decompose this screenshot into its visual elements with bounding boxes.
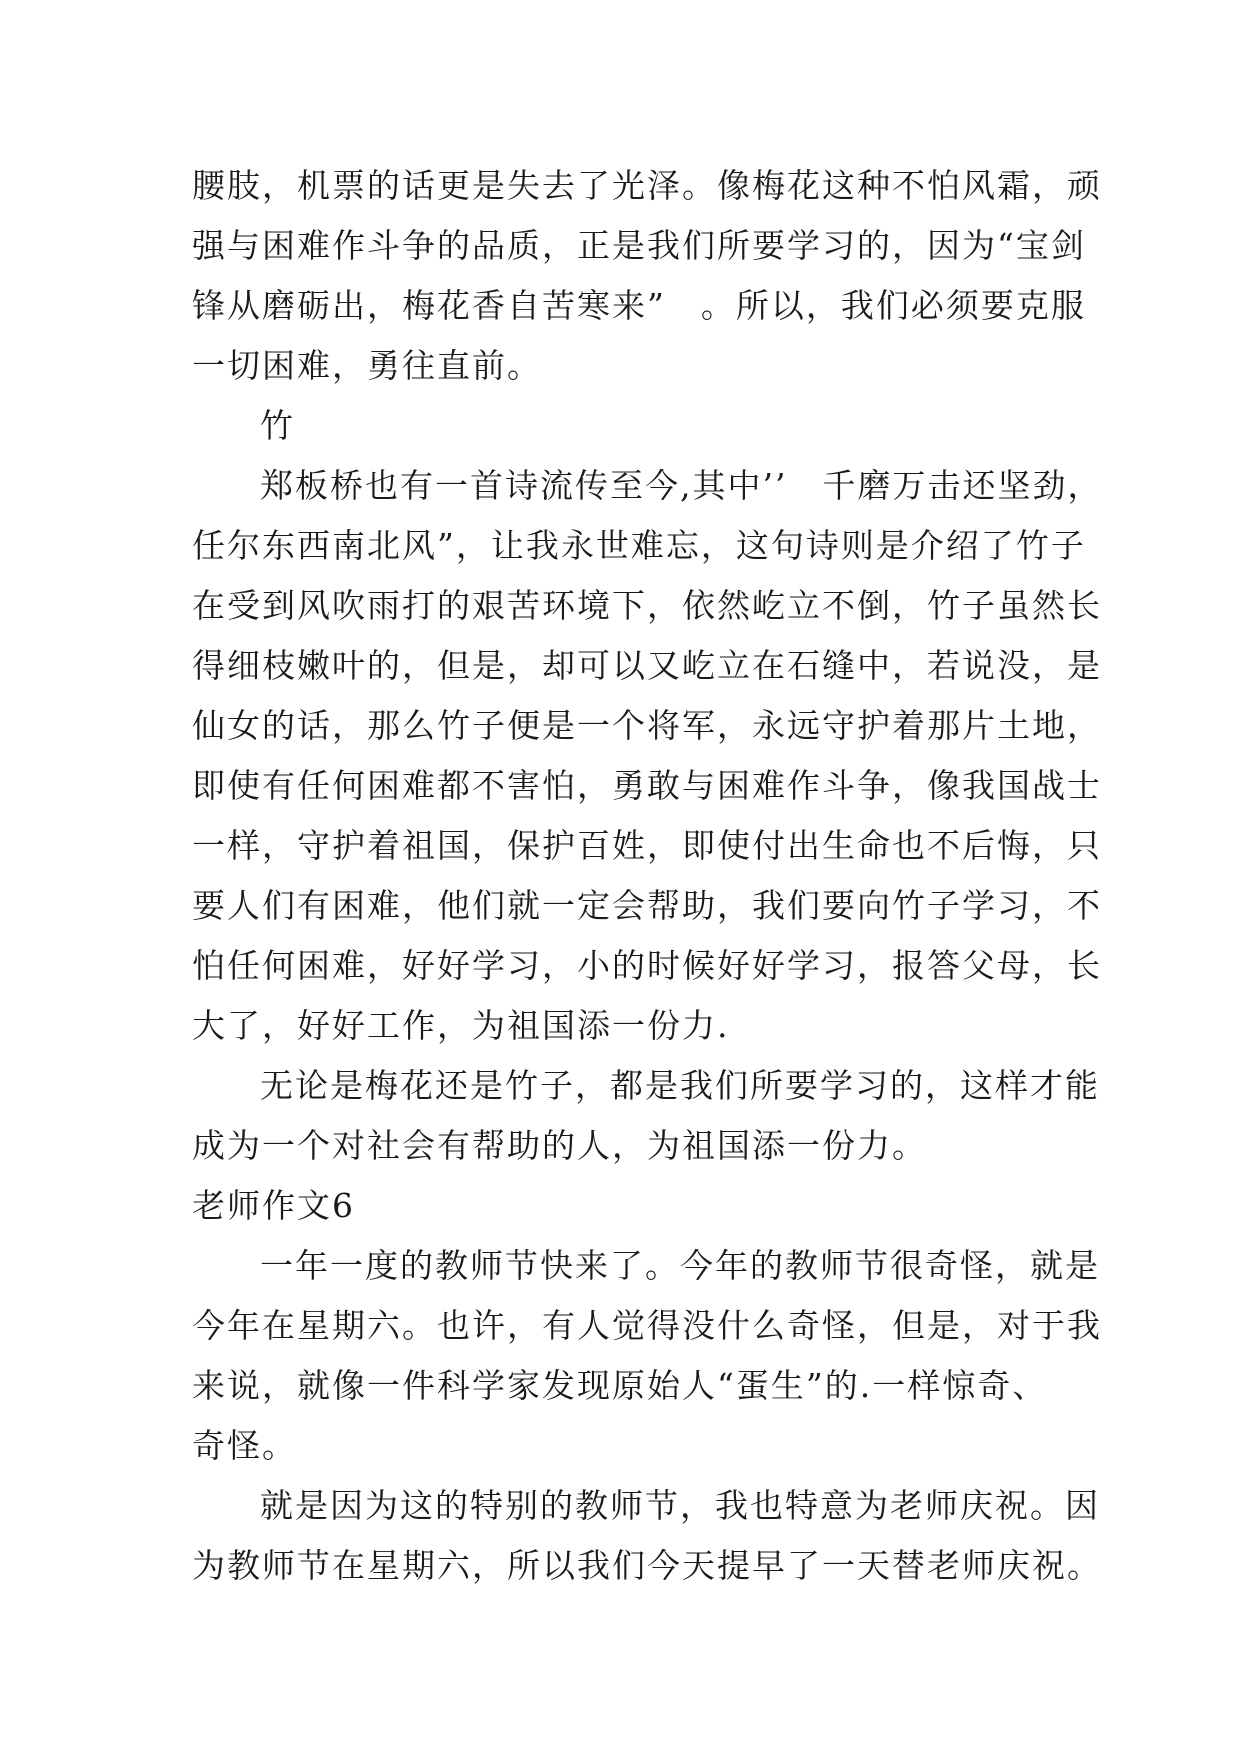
text-line: 大了，好好工作，为祖国添一份力. — [192, 1006, 730, 1045]
text-line: 任尔东西南北风”，让我永世难忘，这句诗则是介绍了竹子 — [192, 526, 1086, 565]
text-line: 无论是梅花还是竹子，都是我们所要学习的，这样才能 — [260, 1066, 1100, 1105]
section-heading-bamboo — [192, 396, 1092, 456]
text-line: 即使有任何困难都不害怕，勇敢与困难作斗争，像我国战士 — [192, 766, 1102, 805]
text-line: 在受到风吹雨打的艰苦环境下，依然屹立不倒，竹子虽然长 — [192, 586, 1102, 625]
text-line: 要人们有困难，他们就一定会帮助，我们要向竹子学习，不 — [192, 886, 1102, 925]
text-line: 来说，就像一件科学家发现原始人“蛋生”的.一样惊奇、 — [192, 1366, 1048, 1405]
text-line: 竹 — [260, 406, 295, 445]
text-line: 一切困难，勇往直前。 — [192, 346, 542, 385]
document-body — [192, 156, 1103, 1596]
paragraph — [192, 456, 1103, 1056]
text-line: 仙女的话，那么竹子便是一个将军，永远守护着那片土地， — [192, 706, 1102, 745]
text-line: 老师作文6 — [192, 1186, 355, 1225]
paragraph — [192, 1056, 1100, 1176]
text-line: 为教师节在星期六，所以我们今天提早了一天替老师庆祝。 — [192, 1546, 1102, 1585]
text-line: 奇怪。 — [192, 1426, 297, 1465]
text-line: 一样，守护着祖国，保护百姓，即使付出生命也不后悔，只 — [192, 826, 1102, 865]
text-line: 怕任何困难，好好学习，小的时候好好学习，报答父母，长 — [192, 946, 1102, 985]
paragraph — [192, 156, 1102, 396]
text-line: 一年一度的教师节快来了。今年的教师节很奇怪，就是 — [260, 1246, 1100, 1285]
text-line: 就是因为这的特别的教师节，我也特意为老师庆祝。因 — [260, 1486, 1100, 1525]
text-line: 得细枝嫩叶的，但是，却可以又屹立在石缝中，若说没，是 — [192, 646, 1102, 685]
text-line: 强与困难作斗争的品质，正是我们所要学习的，因为“宝剑 — [192, 226, 1086, 265]
text-line: 今年在星期六。也许，有人觉得没什么奇怪，但是，对于我 — [192, 1306, 1102, 1345]
text-line: 锋从磨砺出，梅花香自苦寒来” 。所以，我们必须要克服 — [192, 286, 1086, 325]
essay-title — [192, 1176, 1092, 1236]
text-line: 腰肢，机票的话更是失去了光泽。像梅花这种不怕风霜，顽 — [192, 166, 1102, 205]
paragraph — [192, 1236, 1102, 1476]
text-line: 郑板桥也有一首诗流传至今,其中’’ 千磨万击还坚劲， — [260, 466, 1103, 505]
text-line: 成为一个对社会有帮助的人，为祖国添一份力。 — [192, 1126, 927, 1165]
paragraph — [192, 1476, 1102, 1596]
